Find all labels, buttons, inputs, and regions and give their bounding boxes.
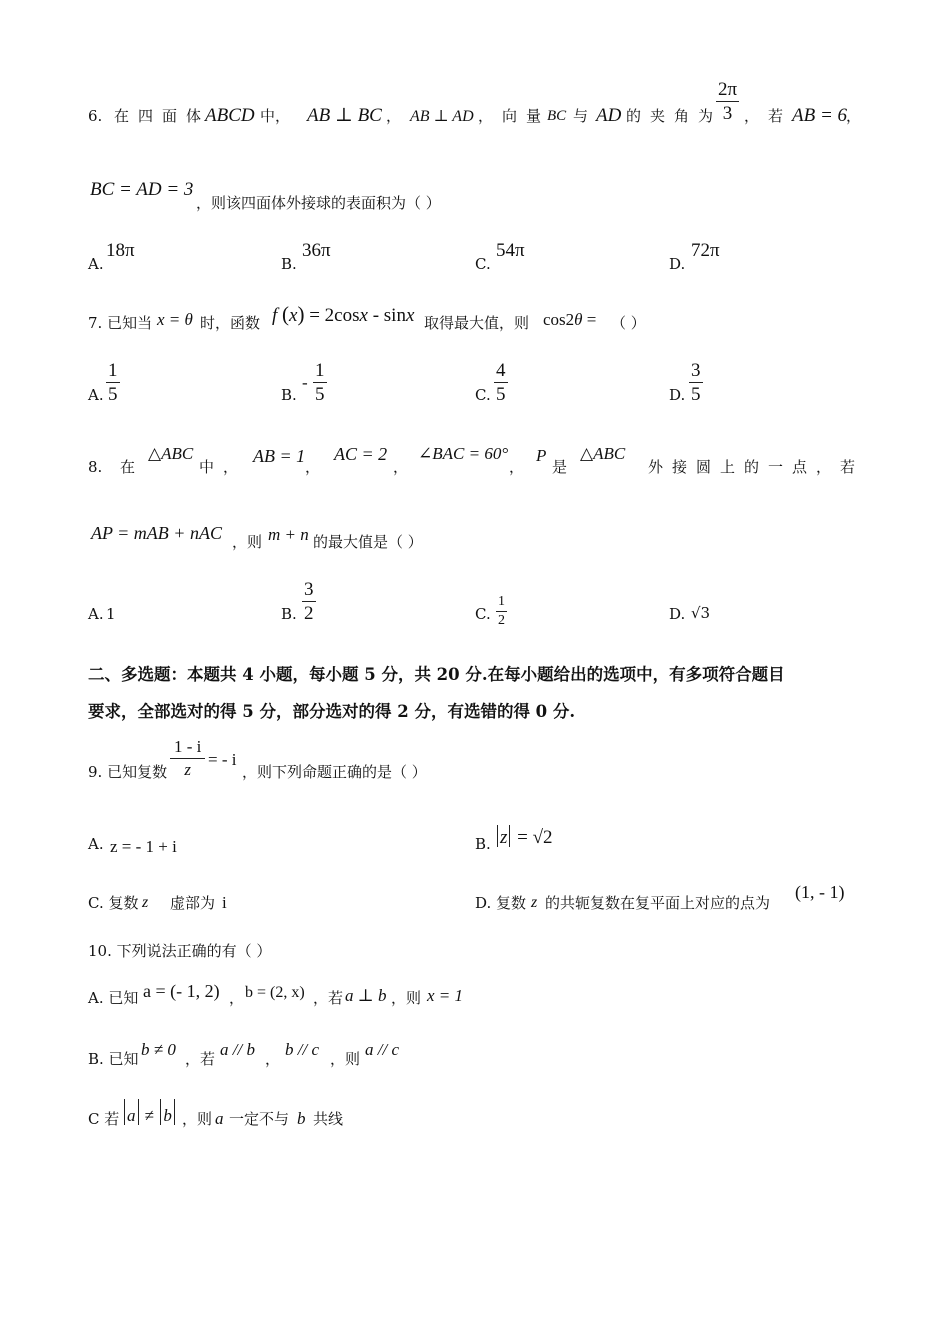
q10-option-b-a-parallel-c: a // c <box>365 1040 399 1059</box>
q10-option-c-a2: a <box>215 1109 224 1128</box>
q10-option-a-vec-a: a = (- 1, 2) <box>143 981 220 1001</box>
q9-option-b-label: B. <box>475 835 491 853</box>
q10-option-b-b-parallel-c: b // c <box>285 1040 319 1059</box>
q10-option-c-b: b <box>163 1106 172 1125</box>
q7-c-den: 5 <box>496 384 506 405</box>
q6-ad: AD <box>596 105 622 126</box>
q10-option-c-math <box>122 1099 177 1125</box>
q6-comma-2: ， <box>846 107 862 125</box>
q8-option-c-label: C. <box>475 605 491 623</box>
q9-text-1: ，则下列命题正确的是（ ） <box>242 763 427 781</box>
q8-option-a-label: A. <box>88 605 104 623</box>
q9-option-d-point: (1, - 1) <box>795 882 845 902</box>
q8-ab-1: AB = 1 <box>253 446 306 466</box>
q7-lead: 7. 已知当 <box>88 314 153 332</box>
q10-option-c-label: C 若 <box>88 1110 120 1128</box>
q6-yu: 与 <box>573 107 589 125</box>
section-2-line-1: 二、多选题：本题共 4 小题，每小题 5 分，共 20 分.在每小题给出的选项中，有多项符合题目 <box>88 665 785 684</box>
q9-option-c-z: z <box>142 894 149 911</box>
q9-option-d-text: 的共轭复数在复平面上对应的点为 <box>545 894 771 912</box>
q6-text-2: 中， <box>260 107 291 125</box>
q6-text-4: 的夹角为 <box>626 107 723 125</box>
q7-option-c-fraction <box>494 361 508 404</box>
q8-option-c-fraction <box>496 595 507 628</box>
q6-option-a-value: 18π <box>106 240 135 261</box>
q8-angle: ∠BAC = 60° <box>418 444 509 463</box>
q8-comma-2: ， <box>393 458 409 476</box>
q10-option-a-comma: ， <box>229 989 245 1007</box>
q7-option-d-label: D. <box>669 386 686 404</box>
q6-line2-math: BC = AD = 3 <box>90 179 194 200</box>
q7-option-c-label: C. <box>475 386 491 404</box>
q10-option-a-text-1: ，若 <box>313 989 344 1007</box>
q9-option-b-z: z <box>500 827 508 848</box>
q10-option-a-vec-b: b = (2, x) <box>245 984 305 1001</box>
q7-x-theta: x = θ <box>157 310 193 329</box>
q6-text-5: ，若 <box>744 107 793 125</box>
q8-p: P <box>536 446 547 465</box>
q6-frac-num: 2π <box>718 79 738 100</box>
q6-text-3: ，向量 <box>478 107 551 125</box>
q7-c-num: 4 <box>496 360 506 381</box>
q6-number: 6. <box>88 107 103 125</box>
q8-comma-3: ， <box>509 458 525 476</box>
q10-option-c-b2: b <box>297 1109 306 1128</box>
q10-option-b-comma: ， <box>265 1050 281 1068</box>
q7-a-num: 1 <box>108 360 118 381</box>
q9-fraction <box>170 738 205 778</box>
q10-option-a-text-2: ，则 <box>391 989 422 1007</box>
q10-option-b-label: B. 已知 <box>88 1050 139 1068</box>
q7-text-2: 取得最大值，则 <box>424 314 530 332</box>
q7-option-a-fraction <box>106 361 120 404</box>
q8-m-plus-n: m + n <box>268 525 309 544</box>
q10-option-a-label: A. 已知 <box>88 989 139 1007</box>
q7-option-d-fraction <box>689 361 703 404</box>
q9-option-c-text: 虚部为 <box>170 894 216 912</box>
q10-option-c-text-3: 共线 <box>313 1110 344 1128</box>
q8-b-den: 2 <box>304 603 314 624</box>
q6-line2-text: ，则该四面体外接球的表面积为（ ） <box>196 194 441 212</box>
q10-option-a-x: x = 1 <box>427 986 464 1005</box>
q6-option-a-label: A. <box>88 255 104 273</box>
q7-b-den: 5 <box>315 384 325 405</box>
q9-lead: 9. 已知复数 <box>88 763 168 781</box>
q10-option-b-a-parallel-b: a // b <box>220 1040 255 1059</box>
q9-option-a-math: z = - 1 + i <box>110 837 177 856</box>
q7-option-a-label: A. <box>88 386 104 404</box>
q7-text-1: 时，函数 <box>200 314 261 332</box>
q9-option-b-math <box>495 825 553 847</box>
q7-text-3: （ ） <box>611 314 646 332</box>
q6-abcd: ABCD <box>205 105 255 126</box>
q9-option-d-z: z <box>531 894 538 911</box>
q10-lead: 10. 下列说法正确的有（ ） <box>88 942 272 960</box>
q10-option-b-text-1: ，若 <box>185 1050 216 1068</box>
q8-ac-2: AC = 2 <box>334 444 388 464</box>
q7-option-b-label: B. <box>281 386 297 404</box>
q10-option-a-perp: a ⊥ b <box>345 986 387 1005</box>
q8-option-b-label: B. <box>281 605 297 623</box>
q9-frac-num: 1 - i <box>170 738 205 759</box>
q9-option-a-label: A. <box>88 835 104 853</box>
q8-comma-1: ， <box>305 458 321 476</box>
q7-d-den: 5 <box>691 384 701 405</box>
q10-option-c-text-1: ，则 <box>182 1110 213 1128</box>
q8-b-num: 3 <box>304 579 314 600</box>
q6-ab-6: AB = 6 <box>792 105 848 126</box>
q8-option-b-fraction <box>302 580 316 623</box>
q8-zai: 在 <box>120 458 136 476</box>
q6-perp-2: AB ⊥ AD <box>410 108 474 125</box>
q10-option-b-text-2: ，则 <box>330 1050 361 1068</box>
q10-option-c-a: a <box>127 1106 136 1125</box>
q8-triangle-1: △ABC <box>148 444 194 463</box>
q6-option-c-label: C. <box>475 255 491 273</box>
q6-perp-1: AB ⊥ BC <box>307 105 382 126</box>
q10-option-b-b-nonzero: b ≠ 0 <box>141 1040 176 1059</box>
q7-a-den: 5 <box>108 384 118 405</box>
q7-function: f (x) = 2cosx - sinx <box>272 302 415 326</box>
q6-frac-den: 3 <box>722 103 733 124</box>
q8-line2-text-1: ，则 <box>232 533 263 551</box>
q6-bc: BC <box>547 108 567 124</box>
q6-option-b-value: 36π <box>302 240 331 261</box>
q8-triangle-2: △ABC <box>580 444 626 463</box>
q6-option-c-value: 54π <box>496 240 525 261</box>
q10-option-c-text-2: 一定不与 <box>229 1110 290 1128</box>
q6-option-b-label: B. <box>281 255 297 273</box>
q8-c-den: 2 <box>498 613 505 628</box>
q9-equals: = - i <box>208 750 237 769</box>
q9-option-b-eq: = √2 <box>517 827 553 848</box>
q8-option-d-value: √3 <box>691 604 711 622</box>
q6-comma-1: ， <box>386 107 402 125</box>
q8-zhong: 中， <box>199 458 248 476</box>
q6-angle-fraction <box>716 80 739 123</box>
q8-shi: 是 <box>552 458 568 476</box>
q8-text-1: 外接圆上的一点，若 <box>648 458 865 476</box>
q7-cos: cos2θ = <box>543 310 597 329</box>
q8-number: 8. <box>88 458 103 476</box>
q8-line2-text-2: 的最大值是（ ） <box>313 533 423 551</box>
q9-option-d-label: D. 复数 <box>475 894 527 912</box>
q6-option-d-value: 72π <box>691 240 720 261</box>
q7-d-num: 3 <box>691 360 701 381</box>
q9-frac-den: z <box>184 760 191 779</box>
q7-option-b-sign: - <box>302 373 308 392</box>
q9-option-c-i: i <box>222 893 227 912</box>
q8-line2-math: AP = mAB + nAC <box>91 523 222 543</box>
q6-text-1: 在四面体 <box>114 107 211 125</box>
q7-b-num: 1 <box>315 360 325 381</box>
q8-option-d-label: D. <box>669 605 686 623</box>
q8-c-num: 1 <box>496 595 507 612</box>
q8-option-a-value: 1 <box>106 605 116 623</box>
q9-option-c-label: C. 复数 <box>88 894 139 912</box>
section-2-line-2: 要求，全部选对的得 5 分，部分选对的得 2 分，有选错的得 0 分. <box>88 702 576 721</box>
q6-option-d-label: D. <box>669 255 686 273</box>
q10-option-c-ne: ≠ <box>144 1106 155 1125</box>
q7-option-b-fraction <box>313 361 327 404</box>
